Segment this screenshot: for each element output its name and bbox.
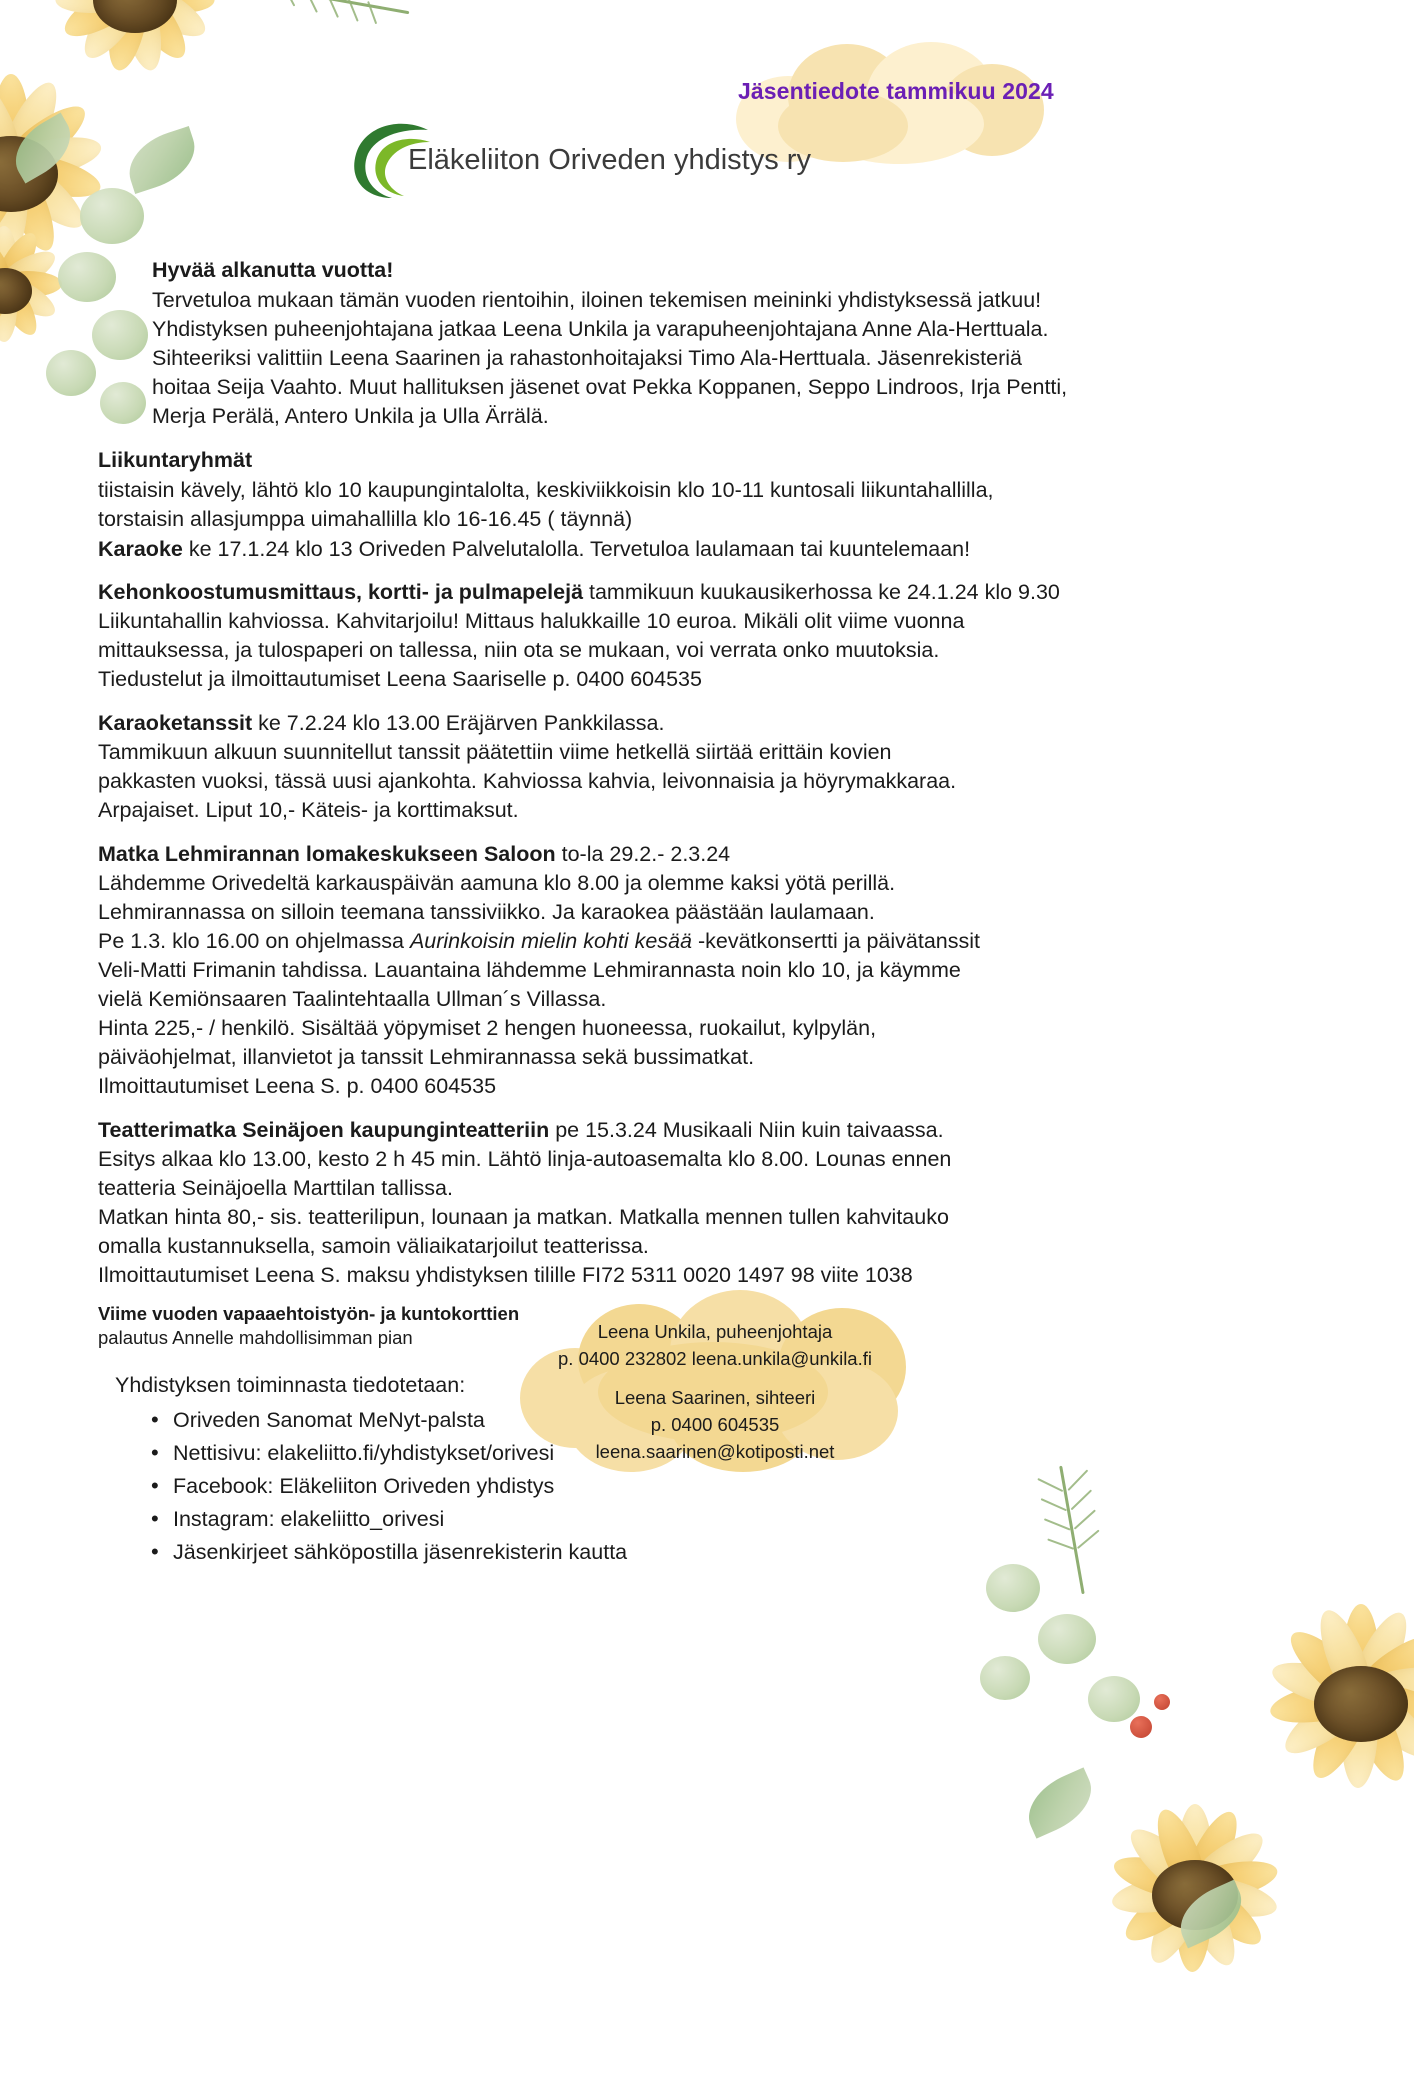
kehonkoostumus-line-3: mittauksessa, ja tulospaperi on tallessa, niin ota se mukaan, voi verrata onko muutoksia.: [98, 638, 940, 662]
conifer-sprig-icon: [1020, 1449, 1180, 1601]
matka-line-2: Lähdemme Orivedeltä karkauspäivän aamuna klo 8.00 ja olemme kaksi yötä perillä.: [98, 871, 896, 895]
matka-detail: to-la 29.2.- 2.3.24: [555, 842, 731, 866]
eucalyptus-leaf-icon: [92, 310, 148, 360]
teatterimatka-detail: pe 15.3.24 Musikaali Niin kuin taivaassa.: [549, 1118, 944, 1142]
eucalyptus-leaf-icon: [80, 188, 144, 244]
leaf-icon: [1170, 1880, 1252, 1949]
kehonkoostumus-line-2: Liikuntahallin kahviossa. Kahvitarjoilu! Mittaus halukkaille 10 euroa. Mikäli olit viime vuonna: [98, 609, 965, 633]
teatterimatka-line-3: teatteria Seinäjoella Marttilan tallissa.: [98, 1176, 453, 1200]
matka-title: Matka Lehmirannan lomakeskukseen Saloon: [98, 842, 556, 866]
matka-line-4-post: -kevätkonsertti ja päivätanssit: [691, 929, 980, 953]
teatterimatka-title: Teatterimatka Seinäjoen kaupunginteatteriin: [98, 1118, 550, 1142]
list-item: • Facebook: Eläkeliiton Oriveden yhdistys: [151, 1470, 675, 1503]
intro-line-2: Yhdistyksen puheenjohtajana jatkaa Leena Unkila ja varapuheenjohtajana Anne Ala-Herttuala.: [152, 317, 1049, 341]
contact-details: [550, 1318, 880, 1465]
list-item: • Nettisivu: elakeliitto.fi/yhdistykset/orivesi: [151, 1437, 675, 1470]
intro-line-4: hoitaa Seija Vaahto. Muut hallituksen jäsenet ovat Pekka Koppanen, Seppo Lindroos, Irja Pentti,: [152, 375, 1068, 399]
contact-secretary-email: leena.saarinen@kotiposti.net: [595, 1441, 835, 1462]
intro-line-5: Merja Perälä, Antero Unkila ja Ulla Ärrälä.: [152, 404, 549, 428]
list-item: • Instagram: elakeliitto_orivesi: [151, 1503, 675, 1536]
matka-line-9: Ilmoittautumiset Leena S. p. 0400 604535: [98, 1074, 497, 1098]
liikuntaryhmat-line-1: tiistaisin kävely, lähtö klo 10 kaupungintalolta, keskiviikkoisin klo 10-11 kuntosali liikuntahallilla,: [98, 478, 994, 502]
karaoketanssit-line-4: Arpajaiset. Liput 10,- Käteis- ja korttimaksut.: [98, 798, 519, 822]
karaoke-paragraph: [98, 535, 1088, 565]
matka-line-7: Hinta 225,- / henkilö. Sisältää yöpymiset 2 hengen huoneessa, ruokailut, kylpylän,: [98, 1016, 877, 1040]
liikuntaryhmat-line-2: torstaisin allasjumppa uimahallilla klo 16-16.45 ( täynnä): [98, 507, 633, 531]
leaf-icon: [3, 112, 82, 183]
liikuntaryhmat-title: Liikuntaryhmät: [98, 448, 253, 472]
contact-chair-phone-email: p. 0400 232802 leena.unkila@unkila.fi: [558, 1348, 872, 1369]
eucalyptus-leaf-icon: [100, 382, 146, 424]
kehonkoostumus-paragraph: [98, 578, 1088, 608]
logo-text: Eläkeliiton Oriveden yhdistys ry: [408, 144, 811, 176]
header-badge-label: Jäsentiedote tammikuu 2024: [738, 78, 1054, 104]
teatterimatka-line-6: Ilmoittautumiset Leena S. maksu yhdistyksen tilille FI72 5311 0020 1497 98 viite 1038: [98, 1263, 913, 1287]
karaoketanssit-detail: ke 7.2.24 klo 13.00 Eräjärven Pankkilassa.: [252, 711, 665, 735]
intro-title: Hyvää alkanutta vuotta!: [152, 258, 394, 282]
eucalyptus-leaf-icon: [986, 1564, 1040, 1612]
sunflower-icon: [0, 230, 100, 420]
channels-intro: Yhdistyksen toiminnasta tiedotetaan:: [115, 1373, 466, 1397]
karaoketanssit-title: Karaoketanssit: [98, 711, 253, 735]
eucalyptus-leaf-icon: [46, 350, 96, 396]
matka-line-3: Lehmirannassa on silloin teemana tanssiviikko. Ja karaokea päästään laulamaan.: [98, 900, 875, 924]
teatterimatka-line-2: Esitys alkaa klo 13.00, kesto 2 h 45 min. Lähtö linja-autoasemalta klo 8.00. Lounas ennen: [98, 1147, 952, 1171]
contact-chair-name: Leena Unkila, puheenjohtaja: [597, 1321, 833, 1342]
sunflower-icon: [1060, 1810, 1330, 2080]
sunflower-icon: [0, 80, 160, 380]
sunflower-icon: [1210, 1610, 1414, 1910]
matka-line-5: Veli-Matti Frimanin tahdissa. Lauantaina lähdemme Lehmirannasta noin klo 10, ja käymme: [98, 958, 961, 982]
eucalyptus-leaf-icon: [1038, 1614, 1096, 1664]
association-logo: [348, 118, 811, 198]
contact-secretary-phone: p. 0400 604535: [650, 1414, 780, 1435]
list-item: • Oriveden Sanomat MeNyt-palsta: [151, 1404, 675, 1437]
karaoketanssit-paragraph: [98, 709, 1088, 739]
kehonkoostumus-line-4: Tiedustelut ja ilmoittautumiset Leena Saariselle p. 0400 604535: [98, 667, 702, 691]
teatterimatka-line-4: Matkan hinta 80,- sis. teatterilipun, lounaan ja matkan. Matkalla mennen tullen kahvitauko: [98, 1205, 949, 1229]
contact-secretary-name: Leena Saarinen, sihteeri: [614, 1387, 816, 1408]
list-item: • Jäsenkirjeet sähköpostilla jäsenrekisterin kautta: [151, 1536, 675, 1569]
berry-icon: [1154, 1694, 1170, 1710]
karaoke-detail: ke 17.1.24 klo 13 Oriveden Palvelutalolla. Tervetuloa laulamaan tai kuuntelemaan!: [182, 537, 971, 561]
volunteer-note-title: Viime vuoden vapaaehtoistyön- ja kuntokorttien: [98, 1303, 520, 1324]
leaf-icon: [120, 126, 203, 194]
matka-line-6: vielä Kemiönsaaren Taalintehtaalla Ullman´s Villassa.: [98, 987, 607, 1011]
karaoketanssit-line-2: Tammikuun alkuun suunnitellut tanssit päätettiin viime hetkellä siirtää erittäin kovien: [98, 740, 892, 764]
matka-paragraph: [98, 840, 1088, 870]
matka-line-8: päiväohjelmat, illanvietot ja tanssit Lehmirannassa sekä bussimatkat.: [98, 1045, 755, 1069]
eucalyptus-leaf-icon: [58, 252, 116, 302]
intro-line-3: Sihteeriksi valittiin Leena Saarinen ja rahastonhoitajaksi Timo Ala-Herttuala. Jäsenrekisteriä: [152, 346, 1023, 370]
conifer-sprig-icon: [226, 0, 434, 85]
berry-icon: [1130, 1716, 1152, 1738]
matka-line-4: [98, 927, 1088, 957]
sunflower-icon: [0, 0, 275, 200]
karaoketanssit-line-3: pakkasten vuoksi, tässä uusi ajankohta. Kahviossa kahvia, leivonnaisia ja höyrymakkaraa.: [98, 769, 957, 793]
floral-decoration-bottom-right: [980, 1480, 1414, 2040]
kehonkoostumus-detail: tammikuun kuukausikerhossa ke 24.1.24 klo 9.30: [583, 580, 1060, 604]
kehonkoostumus-title: Kehonkoostumusmittaus, kortti- ja pulmapelejä: [98, 580, 584, 604]
leaf-icon: [1018, 1767, 1102, 1838]
matka-concert-name: Aurinkoisin mielin kohti kesää: [409, 929, 692, 953]
karaoke-title: Karaoke: [98, 537, 183, 561]
eucalyptus-leaf-icon: [1088, 1676, 1140, 1722]
teatterimatka-line-5: omalla kustannuksella, samoin väliaikatarjoilut teatterissa.: [98, 1234, 649, 1258]
eucalyptus-leaf-icon: [980, 1656, 1030, 1700]
matka-line-4-pre: Pe 1.3. klo 16.00 on ohjelmassa: [98, 929, 410, 953]
volunteer-note-subtitle: palautus Annelle mahdollisimman pian: [98, 1327, 413, 1348]
teatterimatka-paragraph: [98, 1116, 1088, 1146]
intro-line-1: Tervetuloa mukaan tämän vuoden rientoihin, iloinen tekemisen meininki yhdistyksessä jatkuu!: [152, 288, 1042, 312]
